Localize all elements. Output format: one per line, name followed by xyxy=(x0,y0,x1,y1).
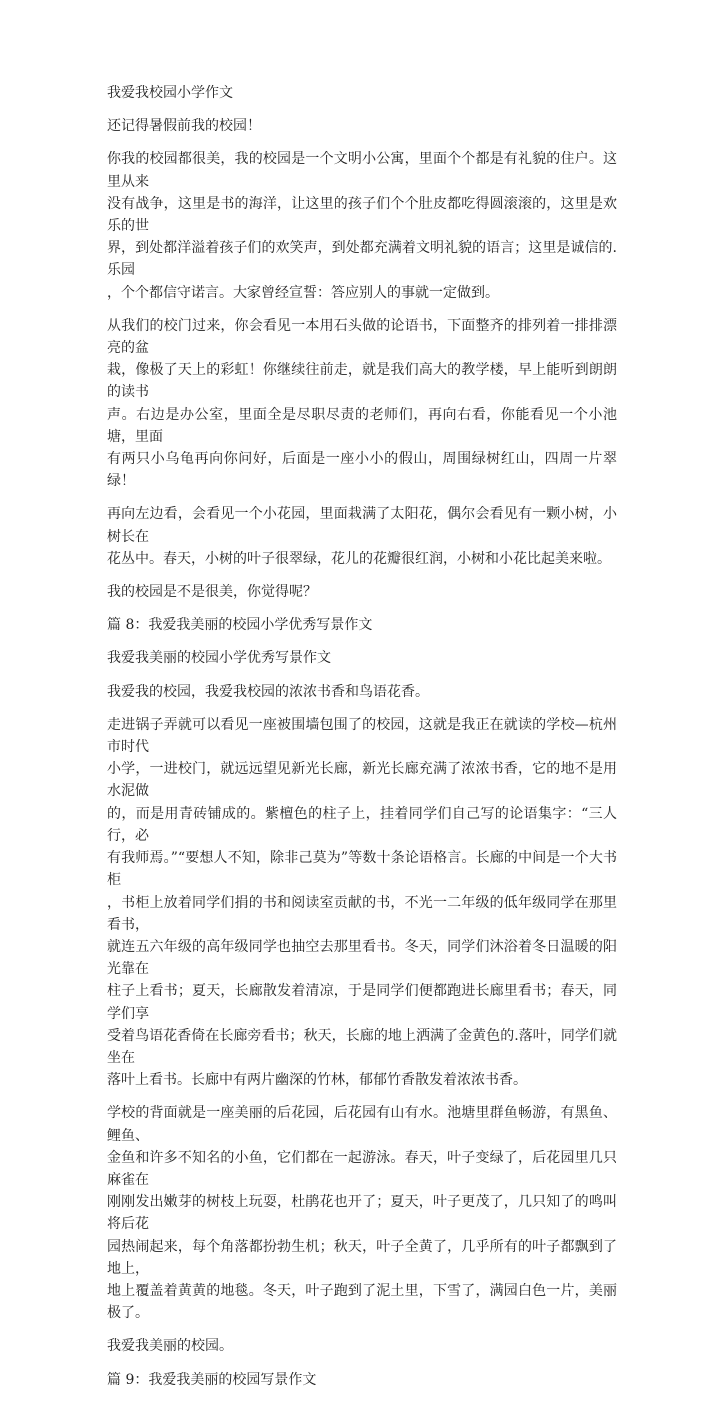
paragraph: 学校的背面就是一座美丽的后花园，后花园有山有水。池塘里群鱼畅游，有黑鱼、鲤鱼、 金鱼和许多不知名的小鱼，它们都在一起游泳。春天，叶子变绿了，后花园里几只麻雀在 刚刚发出嫩芽的树枝上玩耍，杜鹃花也开了；夏天，叶子更茂了，几只知了的鸣叫将后花 园热闹起来，每个角落都扮勃生机；秋天，叶子全黄了，几乎所有的叶子都飘到了地上， 地上覆盖着黄黄的地毯。冬天，叶子跑到了泥土里，下雪了，满园白色一片，美丽极了。 xyxy=(107,1105,617,1322)
paragraph: 还记得暑假前我的校园！ xyxy=(107,118,261,135)
document-page xyxy=(107,82,617,1402)
paragraph: 我爱我的校园，我爱我校园的浓浓书香和鸟语花香。 xyxy=(107,683,429,700)
paragraph: 我的校园是不是很美，你觉得呢？ xyxy=(107,584,317,601)
paragraph: 从我们的校门过来，你会看见一本用石头做的论语书，下面整齐的排列着一排排漂亮的盆 栽，像极了天上的彩虹！你继续往前走，就是我们高大的教学楼，早上能听到朗朗的读书 声。右边是办公室，里面全是尽职尽责的老师们，再向右看，你能看见一个小池塘，里面 有两只小乌龟再向你问好，后面是一座小小的假山，周围绿树红山，四周一片翠绿！ xyxy=(107,317,617,490)
article-title: 我爱我校园小学作文 xyxy=(107,85,233,101)
paragraph: 走进锅子弄就可以看见一座被围墙包围了的校园，这就是我正在就读的学校—杭州市时代 小学，一进校门，就远远望见新光长廊，新光长廊充满了浓浓书香，它的地不是用水泥做 的，而是用青砖铺成的。紫檀色的柱子上，挂着同学们自己写的论语集字：“三人行，必 有我师焉。”“要想人不知，除非己莫为”等数十条论语格言。长廊的中间是一个大书柜 ，书柜上放着同学们捐的书和阅读室贡献的书，不光一二年级的低年级同学在那里看书， 就连五六年级的高年级同学也抽空去那里看书。冬天，同学们沐浴着冬日温暖的阳光靠在 柱子上看书；夏天，长廊散发着清凉，于是同学们便都跑进长廊里看书；春天，同学们享 受着鸟语花香倚在长廊旁看书；秋天，长廊的地上洒满了金黄色的.落叶，同学们就坐在 落叶上看书。长廊中有两片幽深的竹林，郁郁竹香散发着浓浓书香。 xyxy=(107,716,617,1089)
paragraph: 你我的校园都很美，我的校园是一个文明小公寓，里面个个都是有礼貌的住户。这里从来 没有战争，这里是书的海洋，让这里的孩子们个个肚皮都吃得圆滚滚的，这里是欢乐的世 界，到处都洋溢着孩子们的欢笑声，到处都充满着文明礼貌的语言；这里是诚信的.乐园 ，个个都信守诺言。大家曾经宣誓：答应别人的事就一定做到。 xyxy=(107,151,617,301)
article-title: 我爱我美丽的校园小学优秀写景作文 xyxy=(107,650,331,667)
section-heading: 篇 8：我爱我美丽的校园小学优秀写景作文 xyxy=(107,617,373,634)
section-heading: 篇 9：我爱我美丽的校园写景作文 xyxy=(107,1371,317,1388)
paragraph: 我爱我美丽的校园。 xyxy=(107,1338,233,1355)
paragraph: 再向左边看，会看见一个小花园，里面栽满了太阳花，偶尔会看见有一颗小树，小树长在 花丛中。春天，小树的叶子很翠绿，花儿的花瓣很红润，小树和小花比起美来啦。 xyxy=(107,506,617,567)
